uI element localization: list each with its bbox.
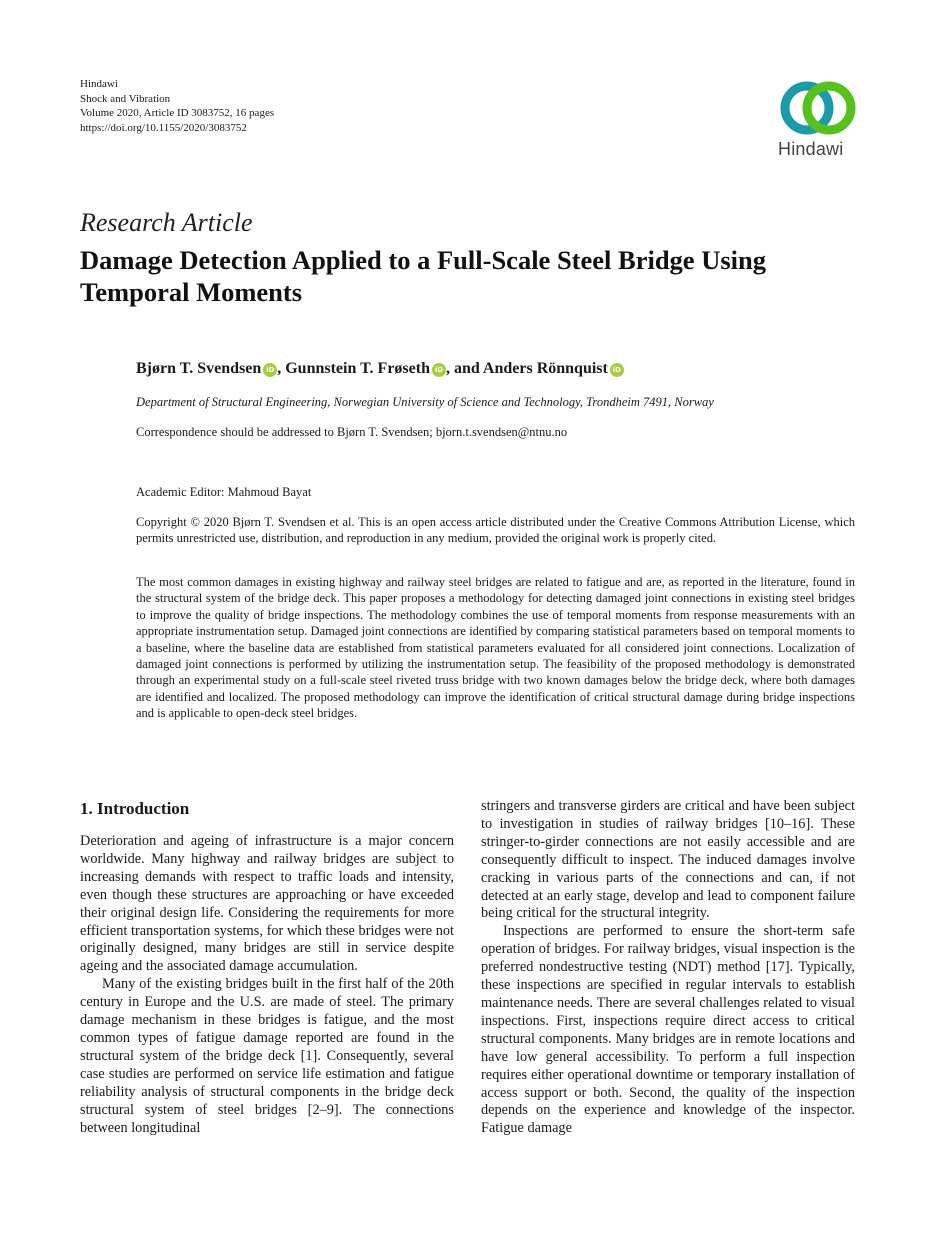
hindawi-logo-text: Hindawi	[778, 139, 844, 159]
section-heading: 1. Introduction	[80, 799, 190, 818]
journal-meta	[80, 77, 274, 136]
volume-info: Volume 2020, Article ID 3083752, 16 pages	[80, 107, 275, 120]
author-list	[136, 360, 624, 378]
affiliation: Department of Structural Engineering, Norwegian University of Science and Technology, Trondheim 7491, Norway	[136, 395, 714, 409]
body-column-right	[481, 798, 855, 1138]
journal-name: Shock and Vibration	[80, 92, 171, 105]
abstract: The most common damages in existing highway and railway steel bridges are related to fatigue and are, as reported in the literature, found in the structural system of the bridge deck. This paper proposes a methodology for detecting damaged joint connections in existing steel bridges to improve the quality of bridge inspections. The methodology combines the use of temporal moments from response measurements with an appropriate instrumentation setup. Damaged joint connections are identified by comparing statistical parameters based on temporal moments to a baseline, where the baseline data are established from statistical parameters evaluated for all considered joint connections. Localization of damaged joint connections is performed by utilizing the instrumentation setup. The feasibility of the proposed methodology is demonstrated through an experimental study on a full-scale steel riveted truss bridge with two known damages below the bridge deck, where both damages are identified and localized. The proposed methodology can improve the identification of critical structural damage during bridge inspections and is applicable to open-deck steel bridges.	[136, 575, 855, 721]
paragraph: stringers and transverse girders are critical and have been subject to investigation in studies of railway bridges [10–16]. These stringer-to-girder connections are not easily accessible and are consequently difficult to inspect. The induced damages involve cracking in various parts of the connections and can, if not detected at an early stage, develop and lead to component failure being critical for the structural integrity.	[481, 798, 855, 922]
article-type: Research Article	[80, 208, 253, 237]
author-name[interactable]: Anders Rönnquist	[482, 360, 608, 377]
orcid-icon[interactable]: iD	[432, 363, 446, 377]
author-separator: , and	[445, 360, 483, 377]
author-name[interactable]: Bjørn T. Svendsen	[136, 360, 262, 377]
paragraph: Inspections are performed to ensure the short-term safe operation of bridges. For railway bridges, visual inspection is the preferred nondestructive testing (NDT) method [17]. Typically, these inspections are specified in regular intervals to establish maintenance needs. There are several challenges related to visual inspections. First, inspections require direct access to critical structural components. Many bridges are in remote locations and have low general accessibility. To perform a full inspection requires either operational downtime or temporary installation of access support or both. Second, the quality of the inspection depends on the experience and knowledge of the inspector. Fatigue damage	[481, 923, 855, 1137]
author-separator: ,	[277, 360, 286, 377]
article-title: Damage Detection Applied to a Full-Scale Steel Bridge Using Temporal Moments	[80, 245, 766, 307]
paragraph: Many of the existing bridges built in the first half of the 20th century in Europe and the U.S. are made of steel. The primary damage mechanism in these bridges is fatigue, and the most common types of fatigue damage reported are found in the structural system of the bridge deck [1]. Consequently, several case studies are performed on service life estimation and fatigue reliability analysis of structural components in the bridge deck structural system of steel bridges [2–9]. The connections between longitudinal	[80, 976, 454, 1136]
paragraph: Deterioration and ageing of infrastructure is a major concern worldwide. Many highway and railway bridges are subject to increasing demands with respect to traffic loads and intensity, even though these structures are approaching or have exceeded their original design life. Considering the requirements for more efficient transportation systems, for which these bridges were not originally designed, many bridges are still in service despite ageing and the associated damage accumulation.	[80, 833, 454, 975]
copyright-notice: Copyright © 2020 Bjørn T. Svendsen et al. This is an open access article distributed under the Creative Commons Attribution License, which permits unrestricted use, distribution, and reproduction in any medium, provided the original work is properly cited.	[136, 515, 855, 546]
correspondence: Correspondence should be addressed to Bjørn T. Svendsen; bjorn.t.svendsen@ntnu.no	[136, 425, 568, 439]
doi-link[interactable]: https://doi.org/10.1155/2020/3083752	[80, 122, 247, 135]
author-name[interactable]: Gunnstein T. Frøseth	[285, 360, 430, 377]
orcid-icon[interactable]: iD	[263, 363, 277, 377]
publisher-name: Hindawi	[80, 78, 118, 90]
orcid-icon[interactable]: iD	[610, 363, 624, 377]
body-column-left	[80, 798, 454, 1137]
academic-editor: Academic Editor: Mahmoud Bayat	[136, 485, 312, 499]
